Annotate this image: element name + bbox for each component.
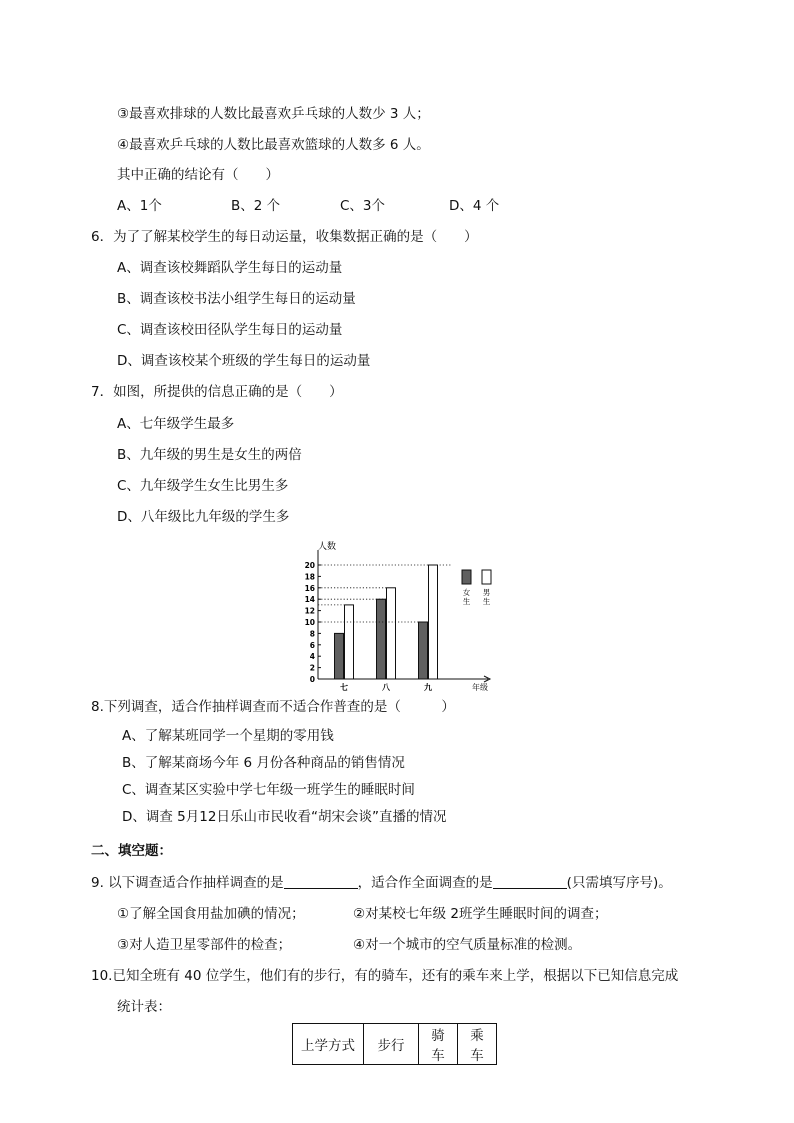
q9-stem-part-a: 9. 以下调查适合作抽样调查的是: [91, 875, 284, 891]
q8-option-d: D、调查 5月12日乐山市民收看“胡宋会谈”直播的情况: [122, 809, 447, 825]
chart-y-tick-label: 10: [304, 618, 315, 627]
q5-option-c: C、3个: [340, 198, 386, 214]
q6-option-d: D、调查该校某个班级的学生每日的运动量: [117, 353, 371, 369]
chart-y-tick-label: 20: [304, 561, 315, 570]
table-header-cell: 骑车: [419, 1024, 458, 1065]
q9-stem-part-c: (只需填写序号)。: [566, 875, 672, 891]
chart-legend-label: 女: [462, 588, 471, 597]
q6-option-c: C、调查该校田径队学生每日的运动量: [117, 322, 343, 338]
q7-option-a: A、七年级学生最多: [117, 416, 235, 432]
q5-option-a: A、1个: [117, 198, 162, 214]
commute-stat-table: [292, 1023, 497, 1065]
table-header-cell: 步行: [364, 1024, 419, 1065]
q9-item-4: ④对一个城市的空气质量标准的检测。: [353, 937, 582, 953]
chart-y-tick-label: 12: [304, 606, 315, 616]
chart-x-tick-label: 九: [424, 683, 432, 692]
q5-statement-3: ③最喜欢排球的人数比最喜欢乒乓球的人数少 3 人；: [117, 106, 430, 122]
q9-blank-census[interactable]: [493, 874, 567, 889]
chart-bar: [377, 599, 386, 679]
q6-stem: 6．为了了解某校学生的每日动运量，收集数据正确的是（ ）: [91, 229, 478, 245]
chart-bar: [387, 588, 396, 679]
q8-option-a: A、了解某班同学一个星期的零用钱: [122, 728, 334, 744]
chart-legend-label: 生: [462, 597, 471, 606]
chart-x-tick-label: 七: [340, 683, 348, 692]
chart-x-label: 年级: [472, 683, 488, 692]
chart-y-label: 人数: [318, 542, 337, 552]
table-header-cell: 上学方式: [293, 1024, 364, 1065]
q5-option-d: D、4 个: [449, 198, 500, 214]
chart-y-tick-label: 4: [309, 652, 315, 662]
q9-item-1: ①了解全国食用盐加碘的情况；: [117, 906, 305, 922]
chart-bar: [335, 633, 344, 679]
q5-option-b: B、2 个: [231, 198, 281, 214]
chart-y-tick-label: 18: [304, 572, 315, 582]
q6-option-b: B、调查该校书法小组学生每日的运动量: [117, 291, 356, 307]
q8-stem: 8.下列调查，适合作抽样调查而不适合作普查的是（ ）: [91, 699, 455, 715]
chart-y-tick-label: 8: [309, 629, 315, 639]
chart-y-tick-label: 16: [304, 583, 315, 593]
grade-bar-chart: [300, 538, 500, 694]
q9-stem: [91, 874, 672, 892]
chart-legend-label: 生: [482, 597, 491, 606]
table-header-cell: 乘车: [458, 1024, 497, 1065]
chart-bar: [429, 565, 438, 679]
q5-prompt: 其中正确的结论有（ ）: [117, 167, 279, 183]
chart-y-tick-label: 14: [304, 595, 315, 605]
q8-option-c: C、调查某区实验中学七年级一班学生的睡眠时间: [122, 782, 415, 798]
q10-stem: 10.已知全班有 40 位学生，他们有的步行，有的骑车，还有的乘车来上学，根据以下已知信息完成: [91, 968, 679, 984]
chart-legend-swatch: [462, 570, 471, 584]
chart-x-tick-label: 八: [382, 683, 390, 692]
table-row: [293, 1024, 497, 1065]
q10-stem-continued: 统计表：: [117, 999, 171, 1015]
chart-legend-swatch: [482, 570, 491, 584]
q5-statement-4: ④最喜欢乒乓球的人数比最喜欢篮球的人数多 6 人。: [117, 137, 430, 153]
chart-y-tick-label: 0: [309, 675, 315, 684]
chart-y-tick-label: 2: [309, 663, 315, 673]
q8-option-b: B、了解某商场今年 6 月份各种商品的销售情况: [122, 755, 405, 771]
q9-stem-part-b: ，适合作全面调查的是: [357, 875, 493, 891]
q9-item-3: ③对人造卫星零部件的检查；: [117, 937, 292, 953]
chart-bar: [419, 622, 428, 679]
q7-option-d: D、八年级比九年级的学生多: [117, 509, 290, 525]
section-title-fill-in: 二、填空题：: [91, 843, 172, 859]
q7-stem: 7．如图，所提供的信息正确的是（ ）: [91, 384, 343, 400]
q7-option-c: C、九年级学生女生比男生多: [117, 478, 289, 494]
chart-bar: [345, 605, 354, 679]
q6-option-a: A、调查该校舞蹈队学生每日的运动量: [117, 260, 343, 276]
q9-blank-sampling[interactable]: [284, 874, 358, 889]
q7-option-b: B、九年级的男生是女生的两倍: [117, 447, 302, 463]
chart-legend-label: 男: [482, 588, 491, 597]
chart-y-tick-label: 6: [309, 640, 315, 650]
q9-item-2: ②对某校七年级 2班学生睡眠时间的调查；: [353, 906, 608, 922]
